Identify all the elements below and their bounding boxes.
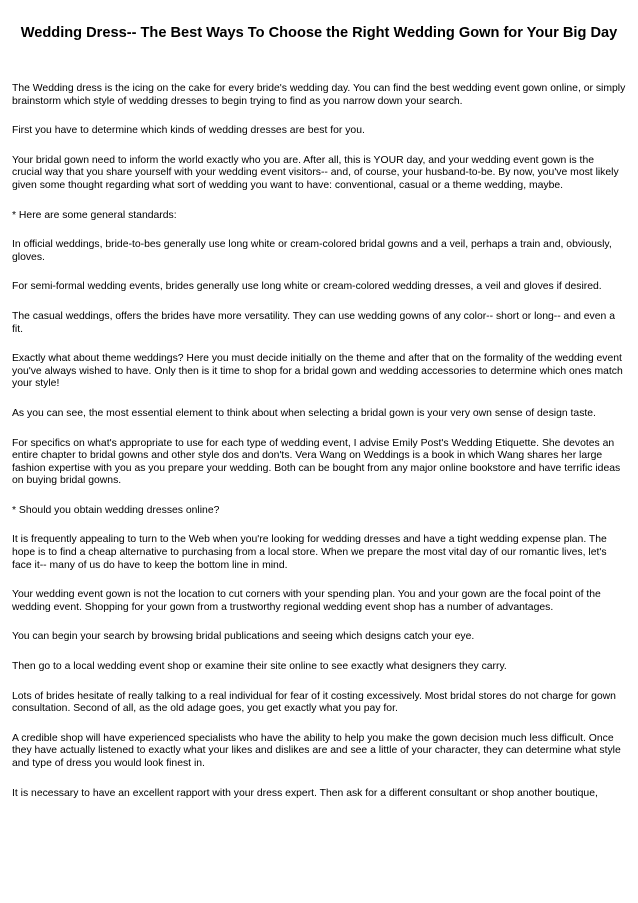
paragraph: As you can see, the most essential element to think about when selecting a bridal gown is your very own sense of design taste.: [12, 407, 596, 419]
paragraph: The casual weddings, offers the brides have more versatility. They can use wedding gowns of any color-- short or long-- and even a fit.: [12, 310, 615, 335]
paragraph: * Should you obtain wedding dresses online?: [12, 504, 220, 516]
paragraph: Your bridal gown need to inform the world exactly who you are. After all, this is YOUR day, and your wedding event gown is the crucial way that you share yourself with your wedding event visitors-- and, of course, your husband-to-be. By now, you've most likely given some thought regarding what sort of wedding you want to have: conventional, casual or a theme wedding, maybe.: [12, 154, 619, 191]
paragraph: A credible shop will have experienced specialists who have the ability to help you make the gown decision much less difficult. Once they have actually listened to exactly what your likes and dislikes are and see a little of your character, they can determine what style and type of dress you would look finest in.: [12, 732, 621, 769]
paragraph: For specifics on what's appropriate to use for each type of wedding event, I advise Emily Post's Wedding Etiquette. She devotes an entire chapter to bridal gowns and other style dos and don'ts. Vera Wang on Weddings is a book in which Wang shares her large fashion expertise with you as you prepare your wedding. Both can be bought from any major online bookstore and have terrific ideas on buying bridal gowns.: [12, 437, 621, 487]
paragraph: In official weddings, bride-to-bes generally use long white or cream-colored bridal gowns and a veil, perhaps a train and, obviously, gloves.: [12, 239, 612, 263]
paragraph: You can begin your search by browsing bridal publications and seeing which designs catch your eye.: [12, 631, 475, 643]
paragraph: Lots of brides hesitate of really talking to a real individual for fear of it costing excessively. Most bridal stores do not charge for gown consultation. Second of all, as the old adage goes, you get exactly what you pay for.: [12, 690, 616, 715]
document-body: [12, 83, 626, 800]
paragraph: Then go to a local wedding event shop or examine their site online to see exactly what designers they carry.: [12, 661, 507, 673]
paragraph: It is necessary to have an excellent rapport with your dress expert. Then ask for a different consultant or shop another boutique,: [12, 787, 598, 799]
document-title: Wedding Dress-- The Best Ways To Choose the Right Wedding Gown for Your Big Day: [20, 25, 618, 41]
paragraph: Your wedding event gown is not the location to cut corners with your spending plan. You and your gown are the focal point of the wedding event. Shopping for your gown from a trustworthy regional wedding event shop has a number of advantages.: [12, 589, 601, 613]
paragraph: First you have to determine which kinds of wedding dresses are best for you.: [12, 125, 365, 137]
paragraph: The Wedding dress is the icing on the cake for every bride's wedding day. You can find the best wedding event gown online, or simply brainstorm which style of wedding dresses to begin trying to find as you narrow down your search.: [12, 83, 626, 107]
paragraph: Exactly what about theme weddings? Here you must decide initially on the theme and after that on the formality of the wedding event you've always wished to have. Only then is it time to shop for a bridal gown and wedding accessories to determine which ones match your style!: [12, 353, 623, 390]
paragraph: * Here are some general standards:: [12, 209, 177, 221]
paragraph: For semi-formal wedding events, brides generally use long white or cream-colored wedding dresses, a veil and gloves if desired.: [12, 281, 602, 293]
paragraph: It is frequently appealing to turn to the Web when you're looking for wedding dresses and have a tight wedding expense plan. The hope is to find a cheap alternative to purchasing from a local store. When we prepare the most vital day of our romantic lives, let's face it-- many of us do have to keep the bottom line in mind.: [12, 534, 607, 571]
